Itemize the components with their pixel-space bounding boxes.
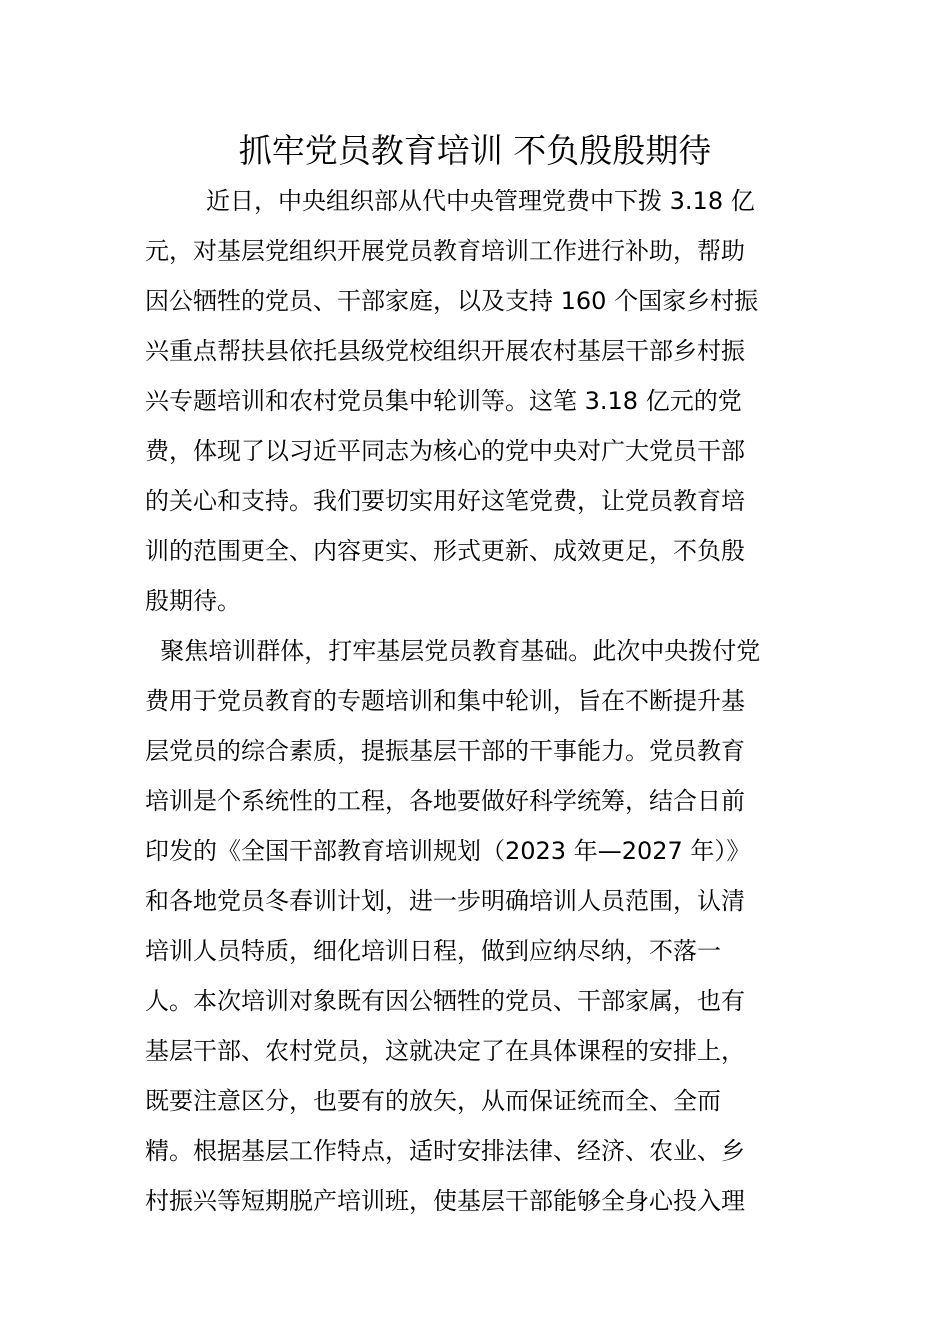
text-line: 基层干部、农村党员，这就决定了在具体课程的安排上， [145, 1037, 745, 1065]
text-line: 精。根据基层工作特点，适时安排法律、经济、农业、乡 [145, 1137, 745, 1165]
text-line: 人。本次培训对象既有因公牺牲的党员、干部家属，也有 [145, 987, 745, 1015]
text-line: 培训人员特质，细化培训日程，做到应纳尽纳，不落一 [145, 937, 721, 965]
text-line: 培训是个系统性的工程，各地要做好科学统筹，结合日前 [145, 787, 745, 815]
text-line: 近日，中央组织部从代中央管理党费中下拨 3.18 亿 [145, 187, 755, 215]
text-line: 费用于党员教育的专题培训和集中轮训，旨在不断提升基 [145, 687, 745, 715]
text-line: 的关心和支持。我们要切实用好这笔党费，让党员教育培 [145, 487, 745, 515]
text-line: 聚焦培训群体，打牢基层党员教育基础。此次中央拨付党 [145, 637, 761, 665]
text-line: 村振兴等短期脱产培训班，使基层干部能够全身心投入理 [145, 1187, 745, 1215]
text-line: 既要注意区分，也要有的放矢，从而保证统而全、全而 [145, 1087, 721, 1115]
text-line: 层党员的综合素质，提振基层干部的干事能力。党员教育 [145, 737, 745, 765]
text-line: 兴专题培训和农村党员集中轮训等。这笔 3.18 亿元的党 [145, 387, 742, 415]
text-line: 费，体现了以习近平同志为核心的党中央对广大党员干部 [145, 437, 745, 465]
text-line: 兴重点帮扶县依托县级党校组织开展农村基层干部乡村振 [145, 337, 745, 365]
document-body [145, 176, 815, 1226]
paragraph-2 [145, 626, 815, 1226]
text-line: 印发的《全国干部教育培训规划（2023 年—2027 年）》 [145, 837, 751, 865]
text-line: 和各地党员冬春训计划，进一步明确培训人员范围，认清 [145, 887, 745, 915]
text-line: 元，对基层党组织开展党员教育培训工作进行补助，帮助 [145, 237, 745, 265]
text-line: 因公牺牲的党员、干部家庭，以及支持 160 个国家乡村振 [145, 287, 759, 315]
paragraph-1 [145, 176, 815, 626]
document-title: 抓牢党员教育培训 不负殷殷期待 [238, 131, 712, 170]
text-line: 殷期待。 [145, 587, 241, 615]
text-line: 训的范围更全、内容更实、形式更新、成效更足，不负殷 [145, 537, 745, 565]
